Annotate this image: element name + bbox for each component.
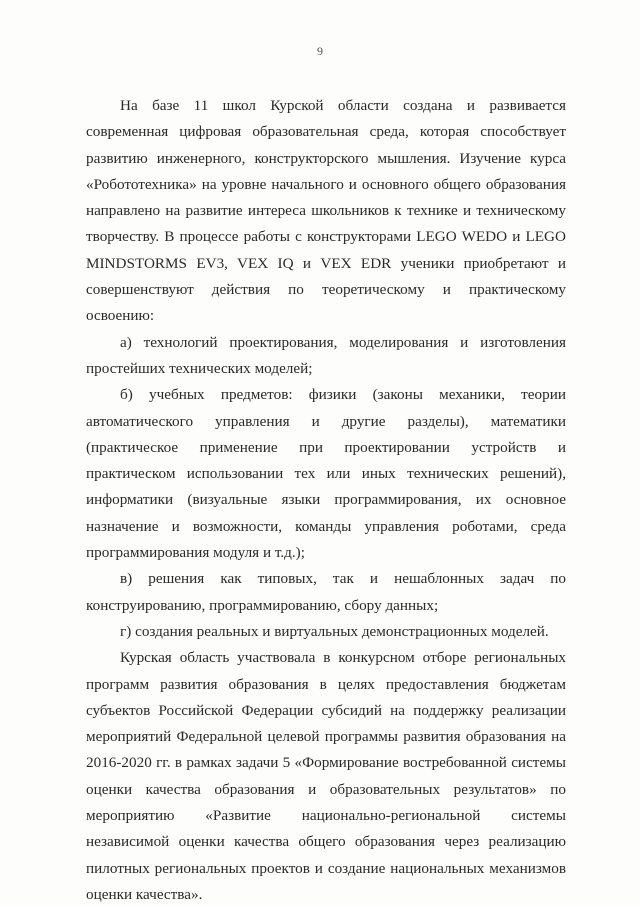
paragraph-item-c: в) решения как типовых, так и нешаблонных задач по конструированию, программированию, сбору данных;: [86, 570, 566, 614]
page-number: 9: [317, 44, 323, 58]
paragraph-item-b: б) учебных предметов: физики (законы механики, теории автоматического управления и другие разделы), математики (практическое применение при проектировании устройств и практическом использовании тех или иных технических решений), информатики (визуальные языки программирования, их основное назначение и возможности, команды управления роботами, среда программирования модуля и т.д.);: [86, 386, 566, 562]
paragraph-kursk-program: Курская область участвовала в конкурсном отборе региональных программ развития образования в целях предоставления бюджетам субъектов Российской Федерации субсидий на поддержку реализации мероприятий Федеральной целевой программы развития образования на 2016-2020 гг. в рамках задачи 5 «Формирование востребованной системы оценки качества образования и образовательных результатов» по мероприятию «Развитие национально-региональной системы независимой оценки качества общего образования через реализацию пилотных региональных проектов и создание национальных механизмов оценки качества».: [86, 649, 566, 903]
paragraph-item-a: а) технологий проектирования, моделирования и изготовления простейших технических моделей;: [86, 333, 566, 377]
paragraph-item-d: г) создания реальных и виртуальных демонстрационных моделей.: [120, 622, 549, 640]
document-body: [86, 93, 566, 908]
paragraph-intro: На базе 11 школ Курской области создана и развивается современная цифровая образовательная среда, которая способствует развитию инженерного, конструкторского мышления. Изучение курса «Робототехника» на уровне начального и основного общего образования направлено на развитие интереса школьников к технике и техническому творчеству. В процессе работы с конструкторами LEGO WEDO и LEGO MINDSTORMS EV3, VEX IQ и VEX EDR ученики приобретают и совершенствуют действия по теоретическому и практическому освоению:: [86, 97, 566, 325]
